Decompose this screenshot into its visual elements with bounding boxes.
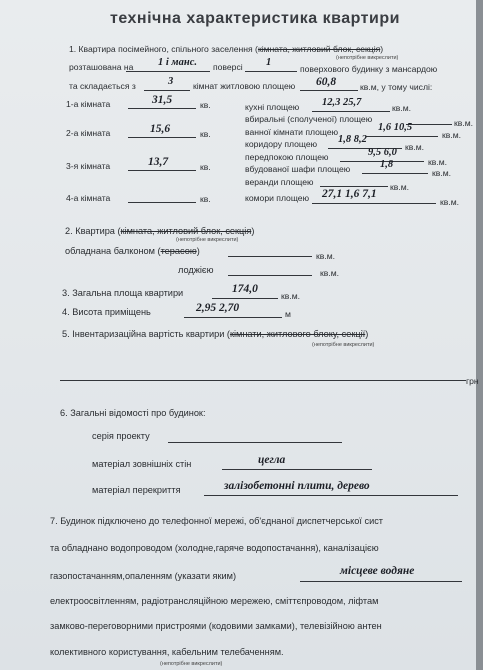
- loggia-label: лоджією: [178, 265, 214, 275]
- s7-line2: та обладнано водопроводом (холодне,гаряче водопостачання), каналізацією: [50, 543, 379, 553]
- floors-value: залізобетонні плити, дерево: [224, 480, 370, 492]
- storage-value: 27,1 1,6 7,1: [322, 188, 377, 200]
- s6-title: 6. Загальні відомості про будинок:: [60, 408, 206, 418]
- room-4-label: 4-а кімната: [66, 193, 111, 203]
- height-label: 4. Висота приміщень: [62, 307, 151, 317]
- room-1-value: 31,5: [152, 94, 173, 106]
- s1-unit: кв.м, у тому числі:: [360, 82, 433, 92]
- veranda-label: веранди площею: [245, 177, 314, 187]
- loggia-unit: кв.м.: [320, 268, 340, 278]
- hallway-unit: кв.м.: [428, 157, 448, 167]
- veranda-unit: кв.м.: [390, 182, 410, 192]
- total-area-value: 174,0: [232, 283, 258, 295]
- room-2-label: 2-а кімната: [66, 128, 111, 138]
- page-title: технічна характеристика квартири: [110, 10, 400, 27]
- s1-line1: 1. Квартира посімейного, спільного заселення (кімната, житловий блок, секція): [69, 44, 384, 54]
- s1-line2-label: розташована на: [69, 62, 134, 72]
- room-1-label: 1-а кімната: [66, 99, 111, 109]
- s7-note: (непотрібне викреслити): [160, 661, 223, 667]
- room-4-unit: кв.: [200, 194, 211, 204]
- balcony-unit: кв.м.: [316, 251, 336, 261]
- total-area-unit: кв.м.: [281, 291, 301, 301]
- kitchen-unit: кв.м.: [392, 103, 412, 113]
- hallway-value: 9,5 6,0: [368, 147, 397, 158]
- s7-line1: 7. Будинок підключено до телефонної мережі, об'єднаної диспетчерської сист: [50, 516, 384, 526]
- floors-label: матеріал перекриття: [92, 485, 181, 495]
- s1-building-label: поверхового будинку з мансардою: [300, 64, 438, 74]
- hallway-label: передпокою площею: [245, 152, 329, 162]
- s2-line1: 2. Квартира (кімната, житловий блок, секція): [65, 226, 255, 236]
- total-area-label: 3. Загальна площа квартири: [62, 288, 184, 298]
- room-1-unit: кв.: [200, 100, 211, 110]
- kitchen-label: кухні площею: [245, 102, 300, 112]
- s2-note: (непотрібне викреслити): [176, 237, 239, 243]
- s1-note: (непотрібне викреслити): [336, 55, 399, 61]
- corridor-value: 1,8 8,2: [338, 134, 367, 145]
- heating-value: місцеве водяне: [340, 565, 415, 577]
- floor-value: 1 і манс.: [158, 57, 197, 68]
- room-3-unit: кв.: [200, 162, 211, 172]
- s7-line3-label: газопостачанням,опаленням (указати яким): [50, 571, 237, 581]
- s5-note: (непотрібне викреслити): [312, 342, 375, 348]
- balcony-label: обладнана балконом (терасою): [65, 246, 200, 256]
- cost-label: 5. Інвентаризаційна вартість квартири (кімнати, житлового блоку, секції): [62, 329, 369, 339]
- wardrobe-label: вбудованої шафи площею: [245, 164, 351, 174]
- kitchen-value: 12,3 25,7: [322, 97, 362, 108]
- room-3-label: 3-я кімната: [66, 161, 111, 171]
- storage-unit: кв.м.: [440, 197, 460, 207]
- room-2-value: 15,6: [150, 123, 171, 135]
- s1-line3-label: та складається з: [69, 81, 136, 91]
- toilet-unit: кв.м.: [454, 118, 474, 128]
- total-floors-value: 1: [266, 57, 272, 68]
- corridor-unit: кв.м.: [405, 142, 425, 152]
- living-area-value: 60,8: [316, 76, 337, 88]
- s1-living-label: кімнат житловою площею: [193, 81, 296, 91]
- s7-line6: колективного користування, кабельним телебаченням.: [50, 647, 284, 657]
- corridor-label: коридору площею: [245, 139, 318, 149]
- bathroom-value: 1,6 10,5: [378, 122, 413, 133]
- walls-label: матеріал зовнішніх стін: [92, 459, 192, 469]
- bathroom-unit: кв.м.: [442, 130, 462, 140]
- s1-floor-label: поверсі: [213, 62, 243, 72]
- wardrobe-unit: кв.м.: [432, 168, 452, 178]
- height-value: 2,95 2,70: [196, 302, 240, 314]
- s7-line4: електроосвітленням, радіотрансляційною мережею, сміттєпроводом, ліфтам: [50, 596, 379, 606]
- toilet-label: вбиральні (сполученої) площею: [245, 114, 373, 124]
- height-unit: м: [285, 309, 291, 319]
- storage-label: комори площею: [245, 193, 310, 203]
- walls-value: цегла: [258, 454, 286, 466]
- cost-currency: грн: [466, 376, 479, 386]
- room-3-value: 13,7: [148, 156, 169, 168]
- s7-line5: замково-переговорними пристроями (кодовими замками), телевізійною антен: [50, 621, 382, 631]
- room-2-unit: кв.: [200, 129, 211, 139]
- bathroom-label: ванної кімнати площею: [245, 127, 339, 137]
- series-label: серія проекту: [92, 431, 150, 441]
- wardrobe-value: 1,8: [380, 159, 394, 170]
- rooms-count: 3: [168, 76, 174, 87]
